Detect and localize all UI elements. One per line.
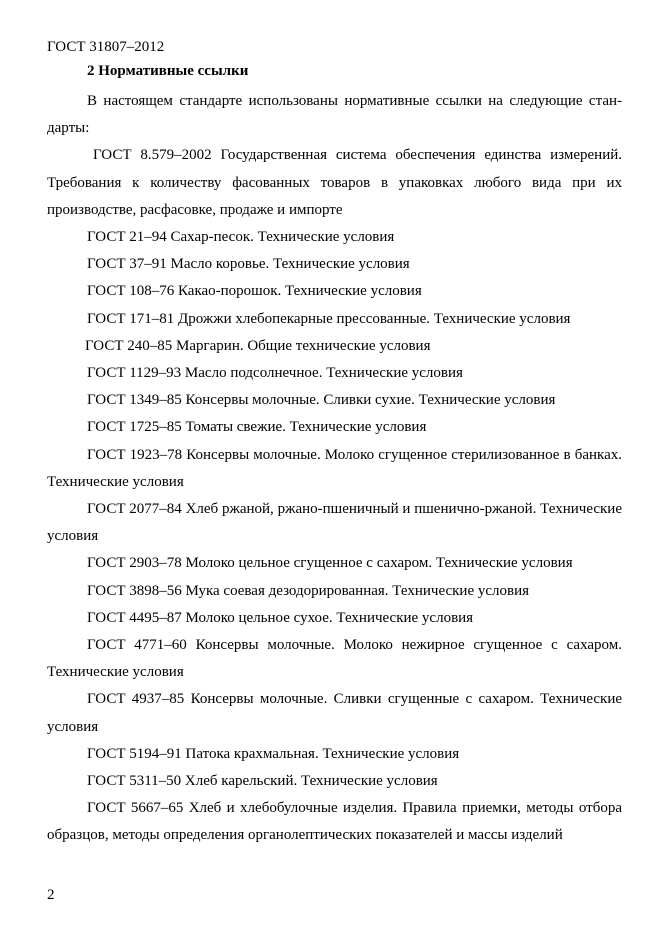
reference-item: ГОСТ 8.579–2002 Государственная система обеспечения единства измерений. Требования к количеству фасованных товаров в упаковках любого вида при их производстве, расфасовке, продаже и импорте (47, 147, 622, 218)
reference-item: ГОСТ 5194–91 Патока крахмальная. Технические условия (87, 745, 460, 762)
reference-item: ГОСТ 108–76 Какао-порошок. Технические условия (87, 283, 422, 300)
page-number: 2 (47, 887, 55, 903)
reference-item: ГОСТ 2903–78 Молоко цельное сгущенное с сахаром. Технические условия (87, 555, 573, 572)
reference-item: ГОСТ 5311–50 Хлеб карельский. Технические условия (87, 773, 438, 790)
reference-item: ГОСТ 2077–84 Хлеб ржаной, ржано-пшеничный и пшенично-ржаной. Технические условия (47, 501, 622, 545)
reference-item: ГОСТ 1129–93 Масло подсолнечное. Технические условия (87, 365, 463, 382)
reference-item: ГОСТ 171–81 Дрожжи хлебопекарные прессованные. Технические условия (87, 310, 571, 327)
reference-item: ГОСТ 1725–85 Томаты свежие. Технические условия (87, 419, 427, 436)
reference-item: ГОСТ 3898–56 Мука соевая дезодорированная. Технические условия (87, 582, 530, 599)
section-body (47, 88, 622, 850)
reference-item: ГОСТ 240–85 Маргарин. Общие технические условия (85, 337, 431, 354)
reference-item: ГОСТ 1349–85 Консервы молочные. Сливки сухие. Технические условия (87, 392, 556, 409)
intro-paragraph: В настоящем стандарте использованы нормативные ссылки на следующие стан-дарты: (47, 93, 622, 137)
reference-item: ГОСТ 1923–78 Консервы молочные. Молоко сгущенное стерилизованное в банках. Технические условия (47, 446, 622, 490)
reference-item: ГОСТ 21–94 Сахар-песок. Технические условия (87, 229, 395, 246)
reference-item: ГОСТ 4771–60 Консервы молочные. Молоко нежирное сгущенное с сахаром. Технические условия (47, 637, 622, 681)
reference-item: ГОСТ 4937–85 Консервы молочные. Сливки сгущенные с сахаром. Технические условия (47, 691, 622, 735)
reference-item: ГОСТ 4495–87 Молоко цельное сухое. Технические условия (87, 609, 474, 626)
reference-item: ГОСТ 37–91 Масло коровье. Технические условия (87, 256, 410, 273)
section-title: 2 Нормативные ссылки (87, 63, 249, 79)
reference-item: ГОСТ 5667–65 Хлеб и хлебобулочные изделия. Правила приемки, методы отбора образцов, методы определения органолептических показателей и массы изделий (47, 800, 622, 844)
document-header: ГОСТ 31807–2012 (47, 39, 165, 55)
